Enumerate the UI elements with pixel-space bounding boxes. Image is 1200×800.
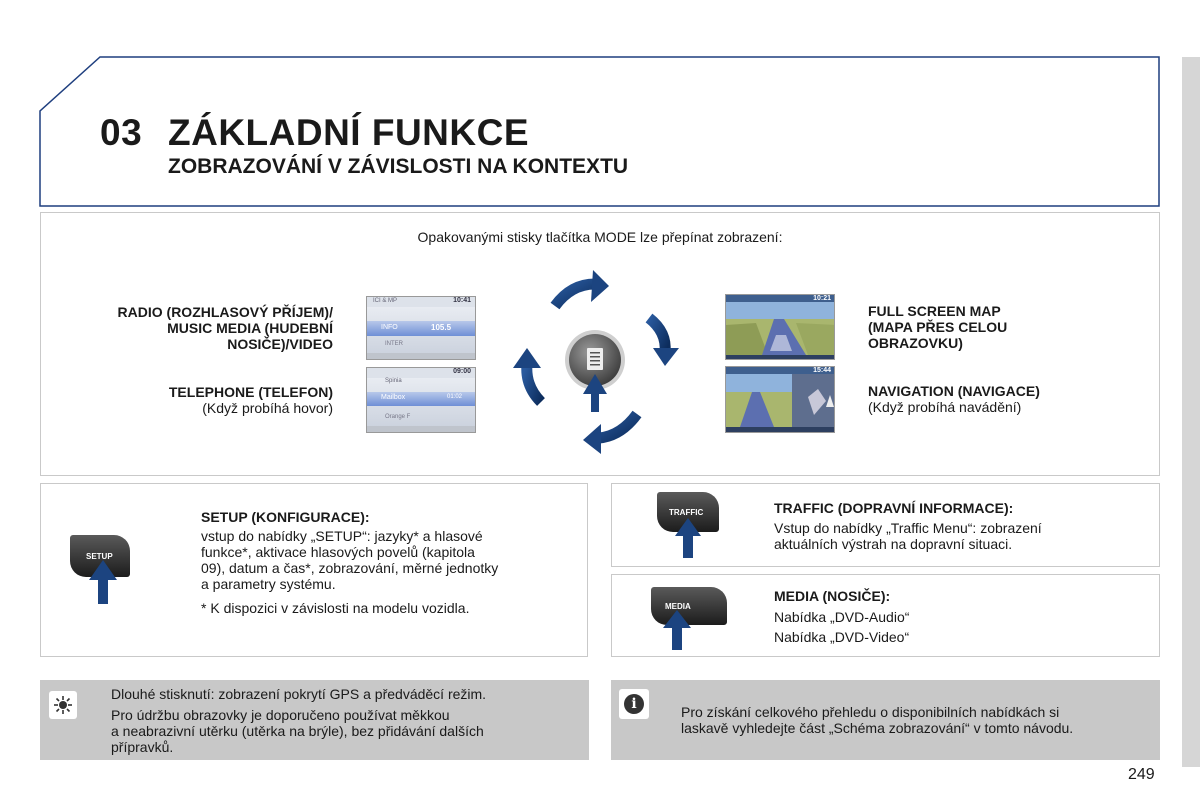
tip-line-gps: Dlouhé stisknutí: zobrazení pokrytí GPS a předváděcí režim. <box>111 686 487 702</box>
phone-screen-line-1: Spinia <box>385 378 402 384</box>
radio-screen-info: INFO <box>381 324 398 331</box>
telephone-mode-note: (Když probíhá hovor) <box>202 400 333 416</box>
navigation-screen-image <box>725 366 835 433</box>
media-title: MEDIA (NOSIČE): <box>774 588 891 604</box>
info-icon: i <box>619 689 649 719</box>
radio-screen-line-3: INTER <box>385 341 403 347</box>
setup-title: SETUP (KONFIGURACE): <box>201 509 370 525</box>
setup-line-2: funkce*, aktivace hlasových povelů (kapitola <box>201 544 475 560</box>
map-mode-line-3: OBRAZOVKU) <box>868 335 963 351</box>
info-text <box>681 704 1151 736</box>
radio-screen-frequency: 105.5 <box>431 323 452 332</box>
mode-intro-text: Opakovanými stisky tlačítka MODE lze přepínat zobrazení: <box>417 229 783 245</box>
tip-maintenance-text <box>111 707 581 755</box>
mode-cycle-diagram <box>495 262 695 462</box>
full-map-mode-label <box>868 303 1118 351</box>
full-screen-map-image <box>725 294 835 360</box>
page-number: 249 <box>1128 766 1155 783</box>
radio-screen-image <box>366 296 476 360</box>
info-line-1: Pro získání celkového přehledu o disponibilních nabídkách si <box>681 704 1060 720</box>
media-key-label: MEDIA <box>665 601 691 611</box>
traffic-description <box>774 520 1144 552</box>
radio-mode-line-1: RADIO (ROZHLASOVÝ PŘÍJEM)/ <box>117 304 333 320</box>
phone-screen-number: 01:02 <box>447 394 463 400</box>
chapter-number: 03 <box>100 112 143 153</box>
tip-icon <box>49 691 77 719</box>
traffic-line-2: aktuálních výstrah na dopravní situaci. <box>774 536 1013 552</box>
chapter-title: ZÁKLADNÍ FUNKCE <box>168 112 530 153</box>
telephone-mode-title: TELEPHONE (TELEFON) <box>168 384 333 400</box>
section-subtitle: ZOBRAZOVÁNÍ V ZÁVISLOSTI NA KONTEXTU <box>168 155 629 178</box>
navigation-mode-title: NAVIGATION (NAVIGACE) <box>868 383 1040 399</box>
setup-key-label: SETUP <box>86 551 113 561</box>
tip-line-4: přípravků. <box>111 739 174 755</box>
phone-screen-time: 09:00 <box>453 368 471 375</box>
map-illustration <box>726 295 835 360</box>
setup-press-arrow-icon <box>88 560 118 606</box>
radio-mode-line-3: NOSIČE)/VIDEO <box>227 336 333 352</box>
nav-screen-time: 15:44 <box>813 367 831 374</box>
radio-mode-label <box>60 304 333 352</box>
media-line-1: Nabídka „DVD-Audio“ <box>774 609 910 625</box>
media-press-arrow-icon <box>662 610 692 652</box>
radio-mode-line-2: MUSIC MEDIA (HUDEBNÍ <box>167 320 333 336</box>
traffic-line-1: Vstup do nabídky „Traffic Menu“: zobrazení <box>774 520 1042 536</box>
phone-screen-line-3: Orange F <box>385 414 411 420</box>
chapter-header-frame <box>0 0 1200 220</box>
setup-line-1: vstup do nabídky „SETUP“: jazyky* a hlasové <box>201 528 483 544</box>
traffic-title: TRAFFIC (DOPRAVNÍ INFORMACE): <box>774 500 1014 516</box>
cycle-arrow-bottom <box>583 414 637 454</box>
telephone-screen-image <box>366 367 476 433</box>
traffic-press-arrow-icon <box>674 518 702 560</box>
cycle-arrow-left <box>513 348 541 402</box>
media-line-2: Nabídka „DVD-Video“ <box>774 629 910 645</box>
info-line-2: laskavě vyhledejte část „Schéma zobrazování“ v tomto návodu. <box>681 720 1074 736</box>
navigation-mode-label <box>868 383 1118 415</box>
setup-line-4: a parametry systému. <box>201 576 336 592</box>
tip-line-3: a neabrazivní utěrku (utěrka na brýle), bez přidávání dalších <box>111 723 484 739</box>
navigation-mode-note: (Když probíhá navádění) <box>868 399 1022 415</box>
radio-screen-line-1: ICI & MP <box>373 298 398 304</box>
map-screen-time: 10:21 <box>813 295 831 302</box>
setup-description <box>201 528 571 592</box>
navigation-illustration <box>726 367 835 433</box>
map-mode-line-2: (MAPA PŘES CELOU <box>868 319 1008 335</box>
setup-footnote: * K dispozici v závislosti na modelu vozidla. <box>201 600 470 616</box>
tip-line-2: Pro údržbu obrazovky je doporučeno používat měkkou <box>111 707 450 723</box>
map-mode-line-1: FULL SCREEN MAP <box>868 303 1001 319</box>
setup-line-3: 09), datum a čas*, zobrazování, měrné jednotky <box>201 560 499 576</box>
phone-screen-row: Mailbox <box>381 394 406 401</box>
telephone-mode-label <box>60 384 333 416</box>
cycle-arrow-top <box>555 270 609 306</box>
radio-screen-time: 10:41 <box>453 297 471 304</box>
sun-icon <box>53 695 73 715</box>
cycle-arrow-right <box>649 318 679 366</box>
traffic-key-label: TRAFFIC <box>669 507 704 517</box>
